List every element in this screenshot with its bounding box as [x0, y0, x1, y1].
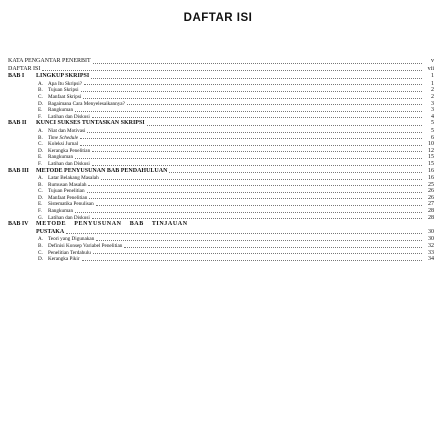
leader-dots	[42, 70, 422, 71]
chapter-number: BAB I	[8, 73, 25, 80]
toc-section-entry[interactable]	[8, 107, 434, 114]
leader-dots	[83, 98, 422, 99]
section-letter: D.	[38, 147, 44, 154]
toc-section-entry[interactable]	[8, 188, 434, 195]
toc-entry-label: KATA PENGANTAR PENERBIT	[8, 58, 91, 64]
section-letter: B.	[38, 243, 43, 250]
toc-page-number: 28	[428, 214, 434, 221]
leader-dots	[75, 111, 422, 112]
toc-chapter-entry[interactable]	[8, 221, 434, 229]
toc-page-number: 10	[428, 141, 434, 148]
section-title: Manfaat Penelitian	[48, 194, 88, 201]
chapter-title: METODE PENYUSUNAN BAB PENDAHULUAN	[36, 167, 168, 174]
leader-dots	[80, 138, 422, 139]
toc-page-number: 27	[428, 201, 434, 208]
leader-dots	[101, 179, 422, 180]
leader-dots	[127, 104, 422, 105]
section-letter: C.	[38, 188, 43, 195]
toc-page-number: 6	[431, 134, 434, 141]
section-title: Manfaat Skripsi	[48, 93, 82, 100]
toc-page-number: 16	[428, 167, 434, 174]
toc-section-entry[interactable]	[8, 208, 434, 215]
toc-page-number: v	[431, 58, 434, 64]
section-letter: A.	[38, 236, 44, 243]
section-letter: E.	[38, 201, 43, 208]
toc-page-number: 25	[428, 181, 434, 188]
section-title: Latihan dan Diskusi	[48, 160, 90, 167]
section-title: Rangkuman	[48, 154, 74, 161]
chapter-title: LINGKUP SKRIPSI	[36, 73, 90, 80]
section-title: Tujuan Skripsi	[48, 87, 79, 94]
toc-section-entry[interactable]	[8, 135, 434, 142]
section-title: Koleksi Jurnal	[48, 141, 79, 148]
toc-section-entry[interactable]	[8, 215, 434, 222]
leader-dots	[92, 151, 422, 152]
toc-page-number: 26	[428, 188, 434, 195]
leader-dots	[96, 240, 422, 241]
section-letter: C.	[38, 141, 43, 148]
page-title: DAFTAR ISI	[183, 12, 253, 24]
chapter-title: KUNCI SUKSES TUNTASKAN SKRIPSI	[36, 120, 145, 127]
leader-dots	[66, 233, 422, 234]
toc-chapter-entry[interactable]	[8, 168, 434, 176]
section-letter: F.	[38, 113, 42, 120]
toc-section-entry[interactable]	[8, 81, 434, 88]
section-letter: C.	[38, 93, 43, 100]
leader-dots	[96, 205, 422, 206]
section-title: Kerangka Penelitian	[48, 147, 91, 154]
toc-page-number: 30	[428, 228, 434, 235]
toc-chapter-entry[interactable]	[8, 73, 434, 81]
toc-page-number: 2	[431, 93, 434, 100]
toc-section-entry[interactable]	[8, 195, 434, 202]
section-title: Time Schedule	[48, 134, 79, 141]
toc-page-number: 16	[428, 175, 434, 182]
toc-section-entry[interactable]	[8, 101, 434, 108]
toc-page-number: 28	[428, 208, 434, 215]
toc-entry-front[interactable]	[8, 66, 434, 74]
toc-section-entry[interactable]	[8, 148, 434, 155]
toc-page-number: 12	[428, 147, 434, 154]
leader-dots	[82, 260, 422, 261]
toc-section-entry[interactable]	[8, 87, 434, 94]
toc-section-entry[interactable]	[8, 128, 434, 135]
section-title: Niat dan Motivasi	[48, 127, 86, 134]
toc-page-number: 4	[431, 113, 434, 120]
toc-section-entry[interactable]	[8, 161, 434, 168]
section-letter: A.	[38, 80, 44, 87]
toc-page-number: 1	[431, 80, 434, 87]
chapter-number: BAB III	[8, 167, 29, 174]
toc-page-number: 34	[428, 256, 434, 263]
leader-dots	[93, 63, 422, 64]
section-letter: E.	[38, 107, 43, 114]
section-letter: G.	[38, 214, 44, 221]
toc-section-entry[interactable]	[8, 154, 434, 161]
section-letter: C.	[38, 249, 43, 256]
toc-section-entry[interactable]	[8, 250, 434, 257]
toc-section-entry[interactable]	[8, 243, 434, 250]
leader-dots	[81, 91, 422, 92]
toc-section-entry[interactable]	[8, 114, 434, 121]
toc-page-number: 30	[428, 236, 434, 243]
leader-dots	[93, 253, 422, 254]
toc-entry-front[interactable]	[8, 58, 434, 66]
chapter-title-continued: PUSTAKA	[36, 228, 65, 235]
leader-dots	[169, 172, 422, 173]
section-title: Kerangka Pikir	[48, 256, 80, 263]
leader-dots	[84, 84, 422, 85]
chapter-number: BAB II	[8, 120, 27, 127]
leader-dots	[87, 192, 422, 193]
section-title: Apa Itu Skripsi?	[48, 80, 83, 87]
section-letter: F.	[38, 208, 42, 215]
leader-dots	[147, 125, 422, 126]
table-of-contents	[8, 58, 434, 263]
section-title: Rangkuman	[48, 107, 74, 114]
section-letter: D.	[38, 256, 44, 263]
toc-section-entry[interactable]	[8, 94, 434, 101]
toc-page-number: 2	[431, 87, 434, 94]
leader-dots	[87, 132, 422, 133]
toc-page-number: 5	[431, 120, 434, 127]
toc-page-number: 32	[428, 243, 434, 250]
section-letter: E.	[38, 154, 43, 161]
toc-page-number: vii	[427, 65, 434, 72]
chapter-number: BAB IV	[8, 221, 29, 228]
section-title: Latihan dan Diskusi	[48, 214, 90, 221]
toc-page-number: 3	[431, 107, 434, 114]
section-title: Latar Belakang Masalah	[48, 175, 99, 182]
section-letter: B.	[38, 181, 43, 188]
section-title: Definisi Konsep Variabel Penelitian	[48, 243, 123, 250]
toc-chapter-entry[interactable]	[8, 120, 434, 128]
section-letter: B.	[38, 87, 43, 94]
section-letter: A.	[38, 127, 44, 134]
section-letter: A.	[38, 175, 44, 182]
section-letter: B.	[38, 134, 43, 141]
toc-page-number: 15	[428, 160, 434, 167]
toc-section-entry[interactable]	[8, 141, 434, 148]
section-title: Teori yang Digunakan	[48, 236, 95, 243]
toc-page-number: 26	[428, 194, 434, 201]
leader-dots	[92, 165, 422, 166]
toc-section-entry[interactable]	[8, 256, 434, 263]
leader-dots	[75, 212, 422, 213]
section-letter: F.	[38, 160, 42, 167]
toc-chapter-entry-continuation[interactable]	[8, 229, 434, 237]
section-title: Rumusan Masalah	[48, 181, 87, 188]
section-letter: D.	[38, 100, 44, 107]
leader-dots	[124, 247, 422, 248]
chapter-title: METODE PENYUSUNAN BAB TINJAUAN	[36, 221, 188, 228]
toc-page-number: 3	[431, 100, 434, 107]
leader-dots	[88, 185, 422, 186]
leader-dots	[92, 117, 422, 118]
toc-entry-label: DAFTAR ISI	[8, 65, 41, 72]
leader-dots	[92, 218, 422, 219]
toc-page-number: 5	[431, 127, 434, 134]
section-letter: D.	[38, 194, 44, 201]
section-title: Sistematika Penulisan	[48, 201, 94, 208]
leader-dots	[89, 198, 422, 199]
toc-page-number: 15	[428, 154, 434, 161]
leader-dots	[91, 78, 422, 79]
leader-dots	[75, 158, 422, 159]
section-title: Rangkuman	[48, 208, 74, 215]
toc-page-number: 1	[431, 73, 434, 80]
toc-page-number: 33	[428, 249, 434, 256]
toc-section-entry[interactable]	[8, 182, 434, 189]
toc-section-entry[interactable]	[8, 175, 434, 182]
section-title: Bagaimana Cara Menyelesaikannya?	[48, 100, 125, 107]
leader-dots	[80, 145, 422, 146]
section-title: Tujuan Penelitian	[48, 188, 85, 195]
section-title: Penelitian Terdahulu	[48, 249, 91, 256]
section-title: Latihan dan Diskusi	[48, 113, 90, 120]
toc-section-entry[interactable]	[8, 201, 434, 208]
